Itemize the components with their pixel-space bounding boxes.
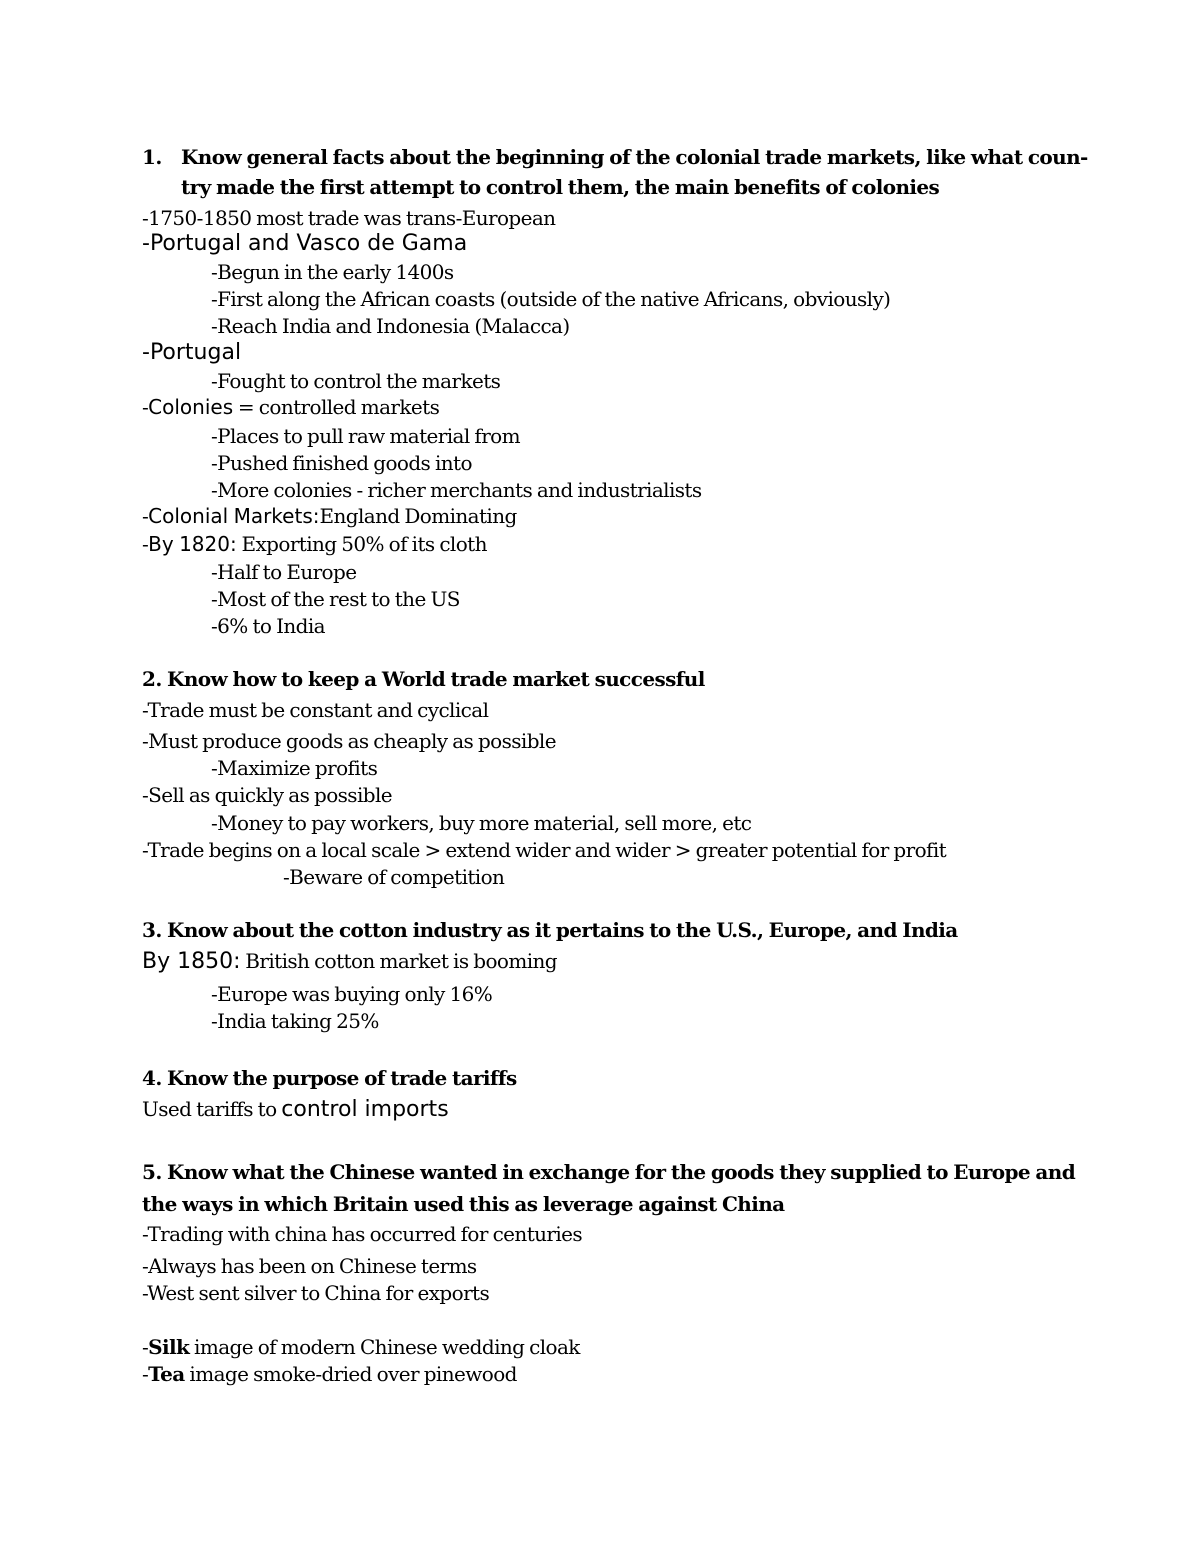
tea-dash: -	[142, 1362, 149, 1386]
note-six-india: -6% to India	[211, 614, 325, 638]
note-trade-years: -1750-1850 most trade was trans-European	[142, 206, 556, 230]
note-cheaply: -Must produce goods as cheaply as possible	[142, 729, 556, 753]
control-imports: control imports	[281, 1097, 449, 1122]
by1820-rest: Exporting 50% of its cloth	[236, 532, 487, 556]
note-pushed: -Pushed finished goods into	[211, 451, 472, 475]
tea-label: Tea	[148, 1362, 185, 1386]
note-india-taking: -India taking 25%	[211, 1009, 379, 1033]
note-maximize: -Maximize profits	[211, 756, 378, 780]
colonial-markets-label: Colonial Markets:	[148, 504, 320, 528]
q3-heading: 3. Know about the cotton industry as it pertains to the U.S., Europe, and India	[142, 918, 958, 942]
tea-rest: image smoke-dried over pinewood	[184, 1362, 517, 1386]
note-used-tariffs	[142, 1097, 449, 1122]
q1-heading-line2: try made the first attempt to control them, the main benefits of colonies	[181, 175, 940, 199]
note-silk	[142, 1335, 580, 1359]
note-colonies	[142, 395, 439, 419]
note-europe-buying: -Europe was buying only 16%	[211, 982, 493, 1006]
colonies-label: Colonies	[148, 395, 234, 419]
note-by-1850	[142, 949, 557, 974]
note-first-along: -First along the African coasts (outside of the native Africans, obviously)	[211, 287, 891, 311]
q5-heading-line2: the ways in which Britain used this as leverage against China	[142, 1192, 785, 1216]
note-half-europe: -Half to Europe	[211, 560, 357, 584]
note-constant: -Trade must be constant and cyclical	[142, 698, 489, 722]
by1850-rest: British cotton market is booming	[240, 949, 558, 973]
note-beware: -Beware of competition	[283, 865, 505, 889]
silk-rest: image of modern Chinese wedding cloak	[189, 1335, 580, 1359]
note-most-rest: -Most of the rest to the US	[211, 587, 460, 611]
note-portugal-vasco: -Portugal and Vasco de Gama	[142, 231, 468, 256]
note-chinese-terms: -Always has been on Chinese terms	[142, 1254, 477, 1278]
note-silver: -West sent silver to China for exports	[142, 1281, 490, 1305]
by1820-label: By 1820:	[148, 532, 237, 556]
by1850-label: By 1850:	[142, 949, 241, 974]
by1820-dash: -	[142, 532, 149, 556]
note-centuries: -Trading with china has occurred for centuries	[142, 1222, 583, 1246]
note-portugal: -Portugal	[142, 340, 242, 365]
silk-dash: -	[142, 1335, 149, 1359]
note-local-scale: -Trade begins on a local scale > extend wider and wider > greater potential for profit	[142, 838, 947, 862]
note-tea	[142, 1362, 517, 1386]
colonies-rest: = controlled markets	[233, 395, 440, 419]
q4-heading: 4. Know the purpose of trade tariffs	[142, 1066, 517, 1090]
used-tariffs-text: Used tariffs to	[142, 1097, 282, 1121]
note-sell-quickly: -Sell as quickly as possible	[142, 783, 392, 807]
note-money: -Money to pay workers, buy more material, sell more, etc	[211, 811, 752, 835]
note-reach-india: -Reach India and Indonesia (Malacca)	[211, 314, 570, 338]
note-places: -Places to pull raw material from	[211, 424, 520, 448]
q1-heading-line1: Know general facts about the beginning of the colonial trade markets, like what coun-	[181, 145, 1088, 169]
note-more-colonies: -More colonies - richer merchants and industrialists	[211, 478, 702, 502]
colonial-markets-rest: England Dominating	[319, 504, 517, 528]
colonies-dash: -	[142, 395, 149, 419]
q5-heading-line1: 5. Know what the Chinese wanted in exchange for the goods they supplied to Europe and	[142, 1160, 1076, 1184]
q2-heading: 2. Know how to keep a World trade market successful	[142, 667, 705, 691]
colonial-markets-dash: -	[142, 504, 149, 528]
note-begun: -Begun in the early 1400s	[211, 260, 454, 284]
note-fought: -Fought to control the markets	[211, 369, 501, 393]
note-colonial-markets	[142, 504, 517, 528]
q1-number: 1.	[142, 145, 162, 169]
silk-label: Silk	[148, 1335, 190, 1359]
note-by-1820	[142, 532, 487, 556]
